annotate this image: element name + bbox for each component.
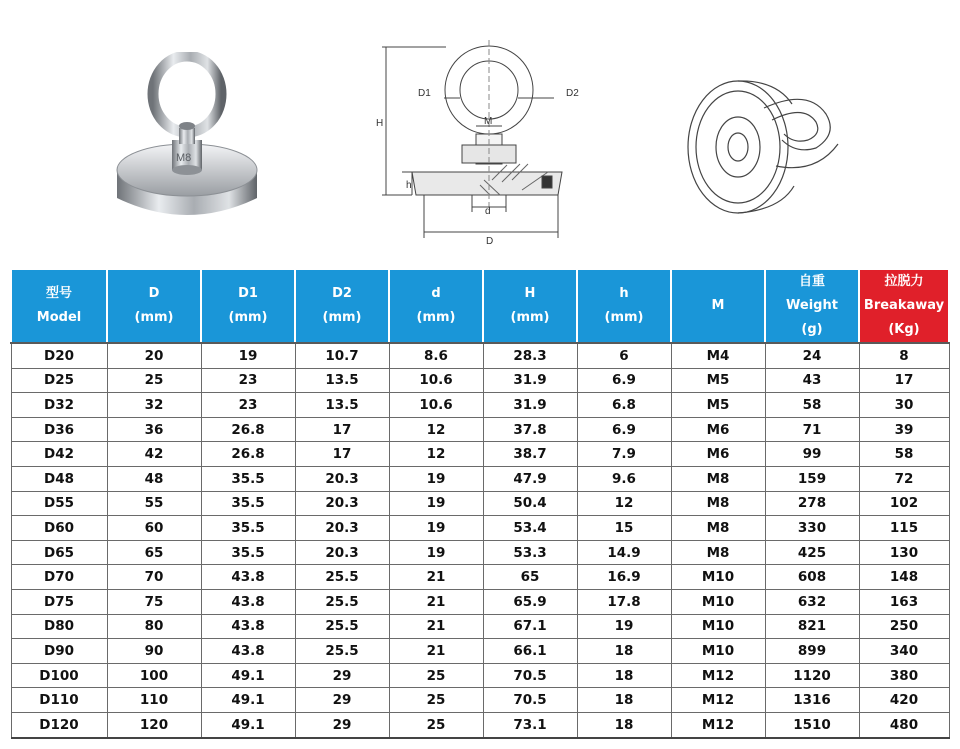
cell-m: M8 [671,540,765,565]
cell-d-small: 21 [389,639,483,664]
cell-d-small: 12 [389,442,483,467]
header-h-line: H [524,286,536,301]
table-row [11,442,949,467]
cell-d1: 49.1 [201,688,295,713]
cell-h: 70.5 [483,663,577,688]
magnet-photo [112,52,262,237]
cell-d-small: 21 [389,589,483,614]
table-row [11,712,949,737]
cell-h-small: 7.9 [577,442,671,467]
cell-d2: 29 [295,688,389,713]
cell-d-small: 21 [389,614,483,639]
table-row [11,639,949,664]
cell-m: M10 [671,614,765,639]
cell-d2: 20.3 [295,491,389,516]
cell-h-small: 15 [577,516,671,541]
cell-model: D80 [11,614,107,639]
cell-h-small: 18 [577,663,671,688]
cell-d-small: 8.6 [389,343,483,368]
cell-model: D60 [11,516,107,541]
cell-breakaway: 420 [859,688,949,713]
cell-h-small: 12 [577,491,671,516]
cell-breakaway: 480 [859,712,949,737]
header-model [11,270,107,343]
header-model-line: 型号 [45,286,72,301]
table-row [11,393,949,418]
cell-breakaway: 163 [859,589,949,614]
header-breakaway-line: (Kg) [888,322,920,337]
cell-m: M5 [671,393,765,418]
cell-h-small: 9.6 [577,466,671,491]
cell-d1: 35.5 [201,540,295,565]
cell-h: 67.1 [483,614,577,639]
cell-d: 120 [107,712,201,737]
cell-d: 25 [107,368,201,393]
cell-d-small: 12 [389,417,483,442]
cell-model: D110 [11,688,107,713]
table-row [11,688,949,713]
cell-h-small: 6.9 [577,368,671,393]
cell-d-small: 10.6 [389,393,483,418]
cell-m: M12 [671,712,765,737]
cell-model: D48 [11,466,107,491]
table-row [11,343,949,368]
dimension-drawing [372,30,602,252]
cell-d-small: 19 [389,491,483,516]
cell-weight: 99 [765,442,859,467]
cell-weight: 330 [765,516,859,541]
cell-d2: 20.3 [295,540,389,565]
label-h-lower: h [406,180,412,191]
cell-weight: 24 [765,343,859,368]
cell-h-small: 6.9 [577,417,671,442]
cell-breakaway: 340 [859,639,949,664]
cell-d1: 26.8 [201,417,295,442]
cell-d: 36 [107,417,201,442]
spec-table [10,270,950,739]
cell-d: 75 [107,589,201,614]
table-row [11,614,949,639]
header-m [671,270,765,343]
cell-breakaway: 250 [859,614,949,639]
label-m: M [484,116,493,127]
cell-d1: 23 [201,368,295,393]
cell-m: M8 [671,516,765,541]
cell-d1: 43.8 [201,565,295,590]
header-d-small-line: d [431,286,441,301]
header-breakaway-line: Breakaway [863,298,945,313]
cell-model: D32 [11,393,107,418]
header-h-small-line: h [619,286,629,301]
cell-d1: 43.8 [201,589,295,614]
header-row [11,270,949,343]
cell-weight: 425 [765,540,859,565]
header-d-small-line: (mm) [416,310,456,325]
cell-d: 55 [107,491,201,516]
header-d [107,270,201,343]
header-d2-line: D2 [332,286,352,301]
table-row [11,516,949,541]
cell-d2: 13.5 [295,368,389,393]
cell-h: 70.5 [483,688,577,713]
cell-weight: 278 [765,491,859,516]
cell-breakaway: 58 [859,442,949,467]
cell-breakaway: 130 [859,540,949,565]
cell-d2: 25.5 [295,589,389,614]
header-h-line: (mm) [510,310,550,325]
table-row [11,565,949,590]
header-breakaway [859,270,949,343]
cell-m: M8 [671,466,765,491]
header-breakaway-line: 拉脱力 [884,274,924,289]
cell-d2: 17 [295,417,389,442]
cell-weight: 899 [765,639,859,664]
cell-m: M12 [671,688,765,713]
cell-breakaway: 102 [859,491,949,516]
cell-breakaway: 8 [859,343,949,368]
cell-d2: 29 [295,712,389,737]
cell-d-small: 19 [389,516,483,541]
cell-model: D90 [11,639,107,664]
cell-h: 38.7 [483,442,577,467]
cell-d2: 13.5 [295,393,389,418]
cell-d1: 35.5 [201,466,295,491]
cell-d: 42 [107,442,201,467]
table-row [11,663,949,688]
cell-d2: 29 [295,663,389,688]
label-d-big: D [486,236,494,247]
cell-m: M10 [671,589,765,614]
cell-h: 73.1 [483,712,577,737]
header-weight-line: 自重 [798,274,825,289]
cell-d2: 20.3 [295,516,389,541]
label-d1: D1 [418,88,431,99]
label-d-small: d [485,206,491,217]
cell-h-small: 18 [577,712,671,737]
cell-m: M8 [671,491,765,516]
cell-d: 100 [107,663,201,688]
header-h [483,270,577,343]
header-model-line: Model [36,310,82,325]
cell-weight: 608 [765,565,859,590]
cell-d2: 10.7 [295,343,389,368]
cell-weight: 43 [765,368,859,393]
cell-h-small: 6 [577,343,671,368]
cell-d: 70 [107,565,201,590]
cell-h-small: 18 [577,639,671,664]
cell-h-small: 17.8 [577,589,671,614]
cell-model: D65 [11,540,107,565]
header-d2-line: (mm) [322,310,362,325]
cell-h: 65.9 [483,589,577,614]
cell-m: M5 [671,368,765,393]
cell-d-small: 25 [389,663,483,688]
cell-d: 60 [107,516,201,541]
cell-breakaway: 17 [859,368,949,393]
header-h-small-line: (mm) [604,310,644,325]
cell-h-small: 6.8 [577,393,671,418]
cell-h: 37.8 [483,417,577,442]
header-d1-line: (mm) [228,310,268,325]
cell-h: 53.3 [483,540,577,565]
cell-d: 48 [107,466,201,491]
table-row [11,368,949,393]
header-d1-line: D1 [238,286,258,301]
spec-table-header [11,270,949,343]
label-h-upper: H [376,118,384,129]
cell-m: M10 [671,639,765,664]
cell-breakaway: 148 [859,565,949,590]
cell-h-small: 19 [577,614,671,639]
cell-weight: 1510 [765,712,859,737]
header-weight-line: (g) [801,322,823,337]
cell-d2: 25.5 [295,614,389,639]
cell-d1: 49.1 [201,712,295,737]
cell-h: 53.4 [483,516,577,541]
cell-m: M6 [671,417,765,442]
cell-d: 65 [107,540,201,565]
cell-d1: 43.8 [201,639,295,664]
cell-d-small: 25 [389,712,483,737]
header-d-small [389,270,483,343]
cell-model: D36 [11,417,107,442]
cell-h-small: 16.9 [577,565,671,590]
cell-d: 80 [107,614,201,639]
cell-h: 31.9 [483,393,577,418]
cell-m: M12 [671,663,765,688]
cell-weight: 821 [765,614,859,639]
table-row [11,466,949,491]
cell-h: 28.3 [483,343,577,368]
cell-h: 65 [483,565,577,590]
cell-d2: 25.5 [295,565,389,590]
header-h-small [577,270,671,343]
cell-d1: 19 [201,343,295,368]
cell-h-small: 18 [577,688,671,713]
cell-weight: 1120 [765,663,859,688]
cell-d1: 49.1 [201,663,295,688]
cell-weight: 58 [765,393,859,418]
cell-h-small: 14.9 [577,540,671,565]
cell-breakaway: 72 [859,466,949,491]
spec-table-body [11,343,949,738]
cell-model: D70 [11,565,107,590]
cell-model: D55 [11,491,107,516]
header-weight [765,270,859,343]
cell-m: M10 [671,565,765,590]
header-m-line: M [711,298,725,313]
product-illustrations [0,0,960,262]
cell-m: M4 [671,343,765,368]
cell-d: 20 [107,343,201,368]
cell-breakaway: 39 [859,417,949,442]
magnet-line-drawing [676,74,848,220]
cell-weight: 632 [765,589,859,614]
cell-h: 47.9 [483,466,577,491]
cell-model: D120 [11,712,107,737]
header-d-line: (mm) [134,310,174,325]
cell-d2: 17 [295,442,389,467]
header-d2 [295,270,389,343]
cell-model: D42 [11,442,107,467]
table-row [11,491,949,516]
cell-breakaway: 380 [859,663,949,688]
cell-weight: 1316 [765,688,859,713]
cell-d2: 25.5 [295,639,389,664]
cell-d-small: 25 [389,688,483,713]
header-d-line: D [148,286,160,301]
cell-weight: 159 [765,466,859,491]
cell-m: M6 [671,442,765,467]
cell-breakaway: 115 [859,516,949,541]
header-d1 [201,270,295,343]
cell-d1: 43.8 [201,614,295,639]
table-row [11,589,949,614]
cell-d2: 20.3 [295,466,389,491]
cell-h: 31.9 [483,368,577,393]
cell-h: 66.1 [483,639,577,664]
cell-d: 32 [107,393,201,418]
cell-d1: 35.5 [201,516,295,541]
cell-d: 90 [107,639,201,664]
table-row [11,540,949,565]
cell-d-small: 10.6 [389,368,483,393]
cell-d-small: 19 [389,540,483,565]
cell-d-small: 19 [389,466,483,491]
label-d2: D2 [566,88,579,99]
cell-breakaway: 30 [859,393,949,418]
cell-d1: 26.8 [201,442,295,467]
cell-d: 110 [107,688,201,713]
cell-d-small: 21 [389,565,483,590]
cell-d1: 23 [201,393,295,418]
cell-model: D25 [11,368,107,393]
cell-model: D75 [11,589,107,614]
cell-model: D100 [11,663,107,688]
cell-model: D20 [11,343,107,368]
header-weight-line: Weight [786,298,838,313]
cell-d1: 35.5 [201,491,295,516]
table-row [11,417,949,442]
cell-h: 50.4 [483,491,577,516]
m8-engraving: M8 [176,152,192,164]
cell-weight: 71 [765,417,859,442]
